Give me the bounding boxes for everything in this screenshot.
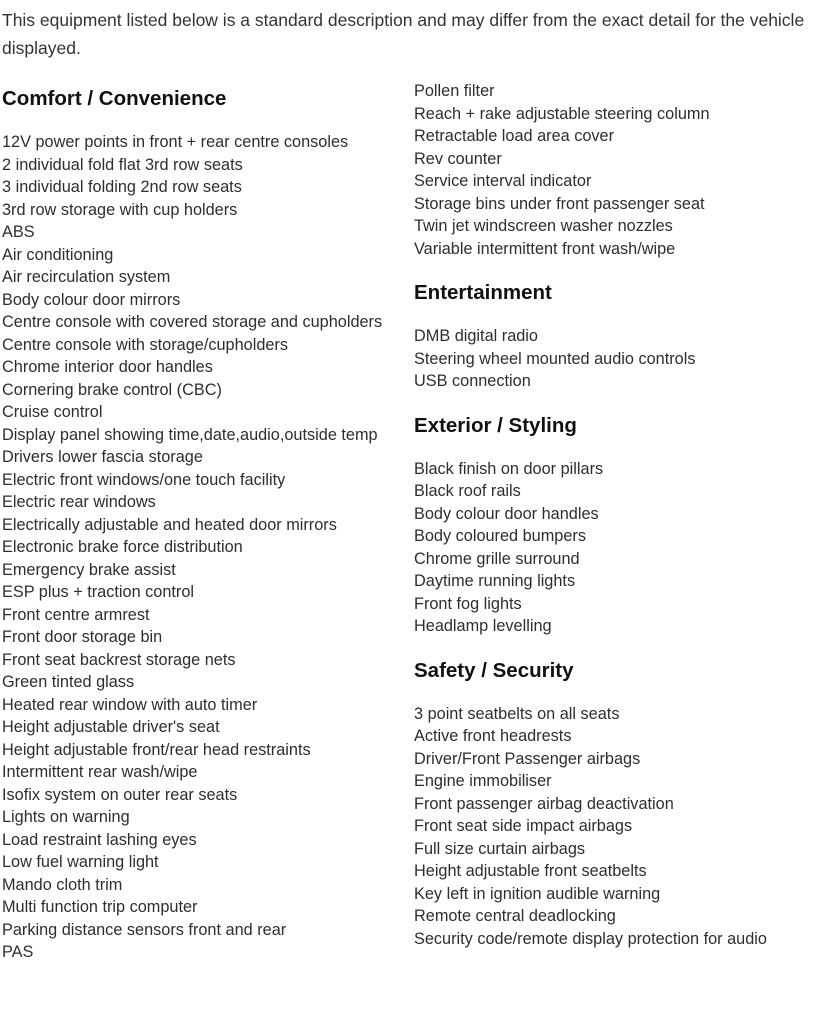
list-item: Front door storage bin xyxy=(2,628,163,646)
section-title-safety: Safety / Security xyxy=(414,658,574,682)
list-item: Load restraint lashing eyes xyxy=(2,830,197,849)
list-item: Green tinted glass xyxy=(2,673,135,691)
list-item: Multi function trip computer xyxy=(2,898,198,916)
list-item: Front seat side impact airbags xyxy=(414,817,633,835)
section-title-comfort: Comfort / Convenience xyxy=(2,87,227,110)
list-item: Body colour door mirrors xyxy=(2,290,181,309)
list-item: Reach + rake adjustable steering column xyxy=(414,104,710,123)
list-item: Height adjustable front/rear head restraints xyxy=(2,740,311,759)
list-item: Height adjustable driver's seat xyxy=(2,718,220,736)
list-item: ABS xyxy=(2,223,35,241)
list-item: Front passenger airbag deactivation xyxy=(414,794,674,813)
section-title-entertainment: Entertainment xyxy=(414,281,552,304)
list-item: Heated rear window with auto timer xyxy=(2,695,258,714)
list-item: Engine immobiliser xyxy=(414,772,552,790)
list-item: Electric rear windows xyxy=(2,493,156,511)
list-item: Air recirculation system xyxy=(2,268,171,286)
list-item: Driver/Front Passenger airbags xyxy=(414,749,641,768)
list-item: Rev counter xyxy=(414,149,502,168)
list-item: Air conditioning xyxy=(2,245,114,264)
list-item: Black finish on door pillars xyxy=(414,459,604,478)
right-column xyxy=(414,80,826,970)
list-item: 3 individual folding 2nd row seats xyxy=(2,178,242,196)
list-item: Active front headrests xyxy=(414,727,572,745)
list-item: Display panel showing time,date,audio,outside temp xyxy=(2,425,378,444)
list-item: PAS xyxy=(2,943,34,961)
section-title-exterior: Exterior / Styling xyxy=(414,413,577,437)
list-item: Cruise control xyxy=(2,403,103,421)
list-item: Emergency brake assist xyxy=(2,560,176,579)
list-item: Low fuel warning light xyxy=(2,853,159,871)
list-item: Storage bins under front passenger seat xyxy=(414,194,705,213)
intro-disclaimer: This equipment listed below is a standard description and may differ from the exact detail for the vehicle displayed. xyxy=(2,10,805,58)
comfort-continued-list xyxy=(414,80,826,260)
list-item: Centre console with covered storage and cupholders xyxy=(2,313,383,331)
list-item: Headlamp levelling xyxy=(414,617,552,635)
list-item: Variable intermittent front wash/wipe xyxy=(414,239,676,258)
list-item: Parking distance sensors front and rear xyxy=(2,920,287,939)
list-item: Chrome grille surround xyxy=(414,549,580,568)
list-item: Steering wheel mounted audio controls xyxy=(414,349,696,368)
list-item: Electric front windows/one touch facility xyxy=(2,470,286,489)
list-item: Mando cloth trim xyxy=(2,875,123,894)
list-item: USB connection xyxy=(414,372,531,390)
list-item: Key left in ignition audible warning xyxy=(414,884,661,903)
entertainment-list xyxy=(414,325,826,393)
list-item: Height adjustable front seatbelts xyxy=(414,862,647,880)
list-item: Remote central deadlocking xyxy=(414,907,616,925)
list-item: Centre console with storage/cupholders xyxy=(2,335,288,354)
comfort-list xyxy=(2,131,397,964)
list-item: Retractable load area cover xyxy=(414,127,615,145)
list-item: Electronic brake force distribution xyxy=(2,538,243,556)
list-item: Body colour door handles xyxy=(414,504,599,523)
list-item: Isofix system on outer rear seats xyxy=(2,785,238,804)
list-item: Front seat backrest storage nets xyxy=(2,650,236,669)
list-item: 12V power points in front + rear centre consoles xyxy=(2,133,349,151)
exterior-list xyxy=(414,458,826,638)
list-item: Black roof rails xyxy=(414,482,521,500)
safety-list xyxy=(414,703,826,951)
list-item: 3 point seatbelts on all seats xyxy=(414,704,620,723)
safety-section xyxy=(414,658,826,951)
list-item: ESP plus + traction control xyxy=(2,583,195,601)
list-item: DMB digital radio xyxy=(414,327,538,345)
list-item: Security code/remote display protection for audio xyxy=(414,929,767,948)
list-item: Twin jet windscreen washer nozzles xyxy=(414,217,673,235)
list-item: Lights on warning xyxy=(2,808,130,826)
exterior-section xyxy=(414,413,826,638)
list-item: Front centre armrest xyxy=(2,605,150,624)
list-item: Front fog lights xyxy=(414,594,522,613)
list-item: Chrome interior door handles xyxy=(2,358,213,376)
list-item: Body coloured bumpers xyxy=(414,527,586,545)
list-item: 3rd row storage with cup holders xyxy=(2,200,238,219)
list-item: Service interval indicator xyxy=(414,172,592,190)
list-item: Cornering brake control (CBC) xyxy=(2,380,222,399)
list-item: 2 individual fold flat 3rd row seats xyxy=(2,155,243,174)
entertainment-section xyxy=(414,280,826,393)
comfort-continued-section xyxy=(414,80,826,260)
left-column xyxy=(2,80,397,964)
list-item: Electrically adjustable and heated door mirrors xyxy=(2,515,337,534)
list-item: Daytime running lights xyxy=(414,572,576,590)
list-item: Full size curtain airbags xyxy=(414,839,586,858)
list-item: Drivers lower fascia storage xyxy=(2,448,203,466)
list-item: Pollen filter xyxy=(414,82,495,100)
list-item: Intermittent rear wash/wipe xyxy=(2,763,198,781)
